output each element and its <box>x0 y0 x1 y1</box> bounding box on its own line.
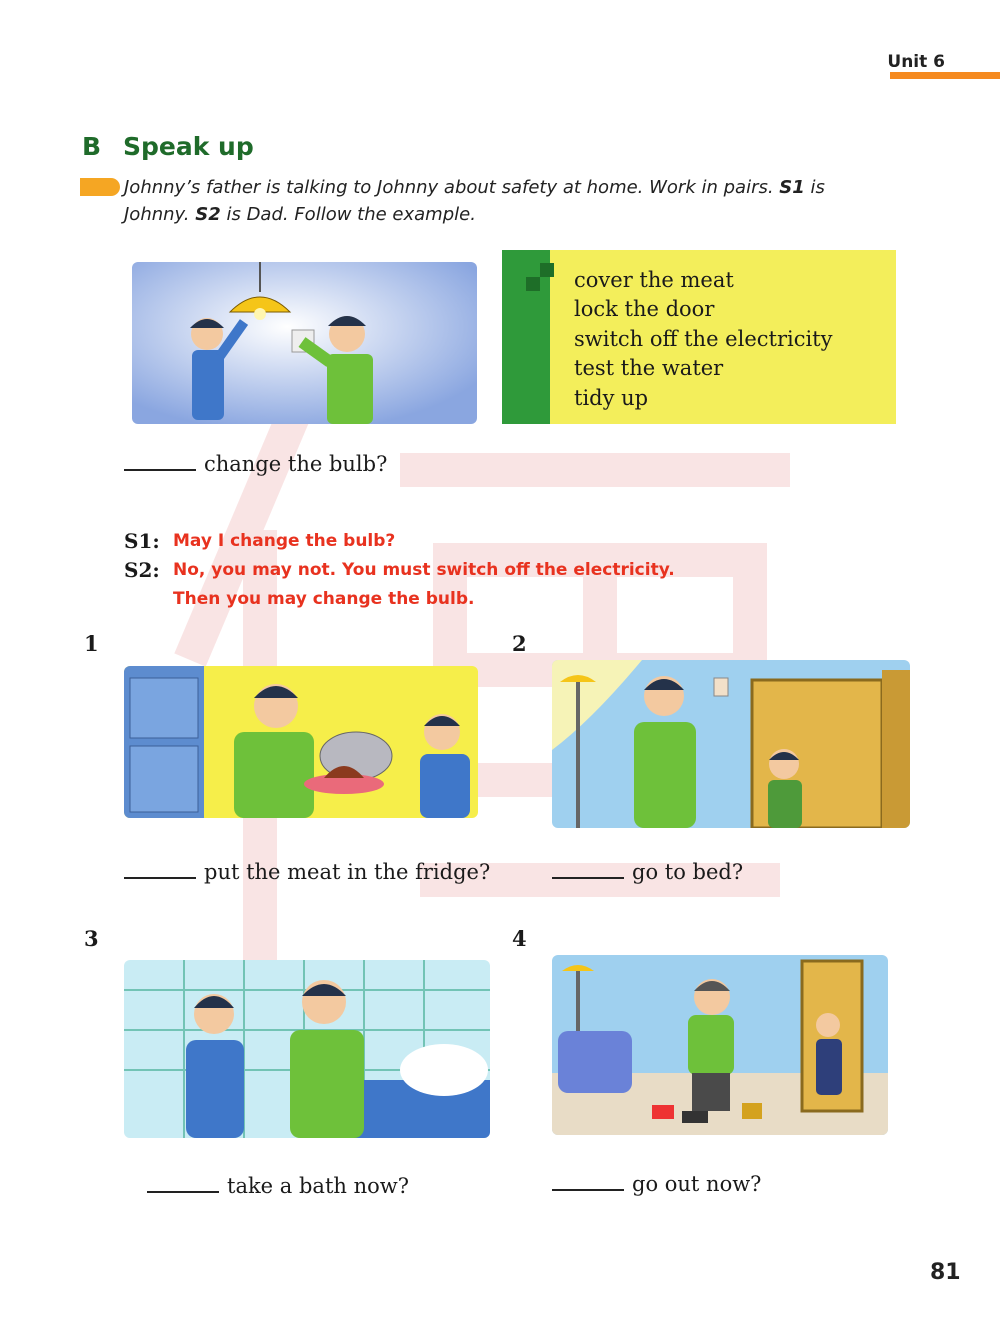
exercise-2-illustration <box>552 660 910 828</box>
word-list <box>574 266 832 413</box>
answer-blank[interactable] <box>124 453 196 471</box>
answer-blank[interactable] <box>552 1173 624 1191</box>
unit-bar <box>890 72 1000 79</box>
s1-line: May I change the bulb? <box>173 531 396 551</box>
section-letter: B <box>82 132 102 161</box>
exercise-1-prompt: put the meat in the fridge? <box>124 860 490 884</box>
exercise-4-illustration <box>552 955 888 1135</box>
word-item: test the water <box>574 356 724 381</box>
s2-line-2: Then you may change the bulb. <box>173 589 475 609</box>
exercise-number: 4 <box>512 926 527 951</box>
word-box-decoration <box>526 277 540 291</box>
s1-label: S1: <box>124 529 160 553</box>
word-item: tidy up <box>574 385 649 410</box>
s2-line-1: No, you may not. You must switch off the electricity. <box>173 560 675 580</box>
exercise-3-illustration <box>124 960 490 1138</box>
section-title: Speak up <box>123 132 254 161</box>
word-item: cover the meat <box>574 268 734 292</box>
exercise-2-prompt: go to bed? <box>552 860 743 884</box>
exercise-1-illustration <box>124 666 478 818</box>
s2-label: S2: <box>124 558 160 582</box>
instruction-text: Johnny’s father is talking to Johnny about safety at home. Work in pairs. S1 is Johnny. S2 is Dad. Follow the example. <box>124 177 825 225</box>
answer-blank[interactable] <box>124 861 196 879</box>
exercise-number: 3 <box>84 926 99 951</box>
exercise-number: 1 <box>84 631 99 656</box>
example-illustration <box>132 262 477 424</box>
answer-blank[interactable] <box>552 861 624 879</box>
word-item: switch off the electricity <box>574 326 833 351</box>
unit-label: Unit 6 <box>887 52 945 72</box>
answer-blank[interactable] <box>147 1175 219 1193</box>
example-prompt: change the bulb? <box>124 452 387 476</box>
instruction-tag-icon <box>80 178 120 196</box>
exercise-3-prompt: take a bath now? <box>147 1174 409 1198</box>
page-number: 81 <box>930 1260 961 1285</box>
exercise-4-prompt: go out now? <box>552 1172 761 1196</box>
exercise-number: 2 <box>512 631 527 656</box>
word-item: lock the door <box>574 297 715 322</box>
word-box-decoration <box>540 263 554 277</box>
